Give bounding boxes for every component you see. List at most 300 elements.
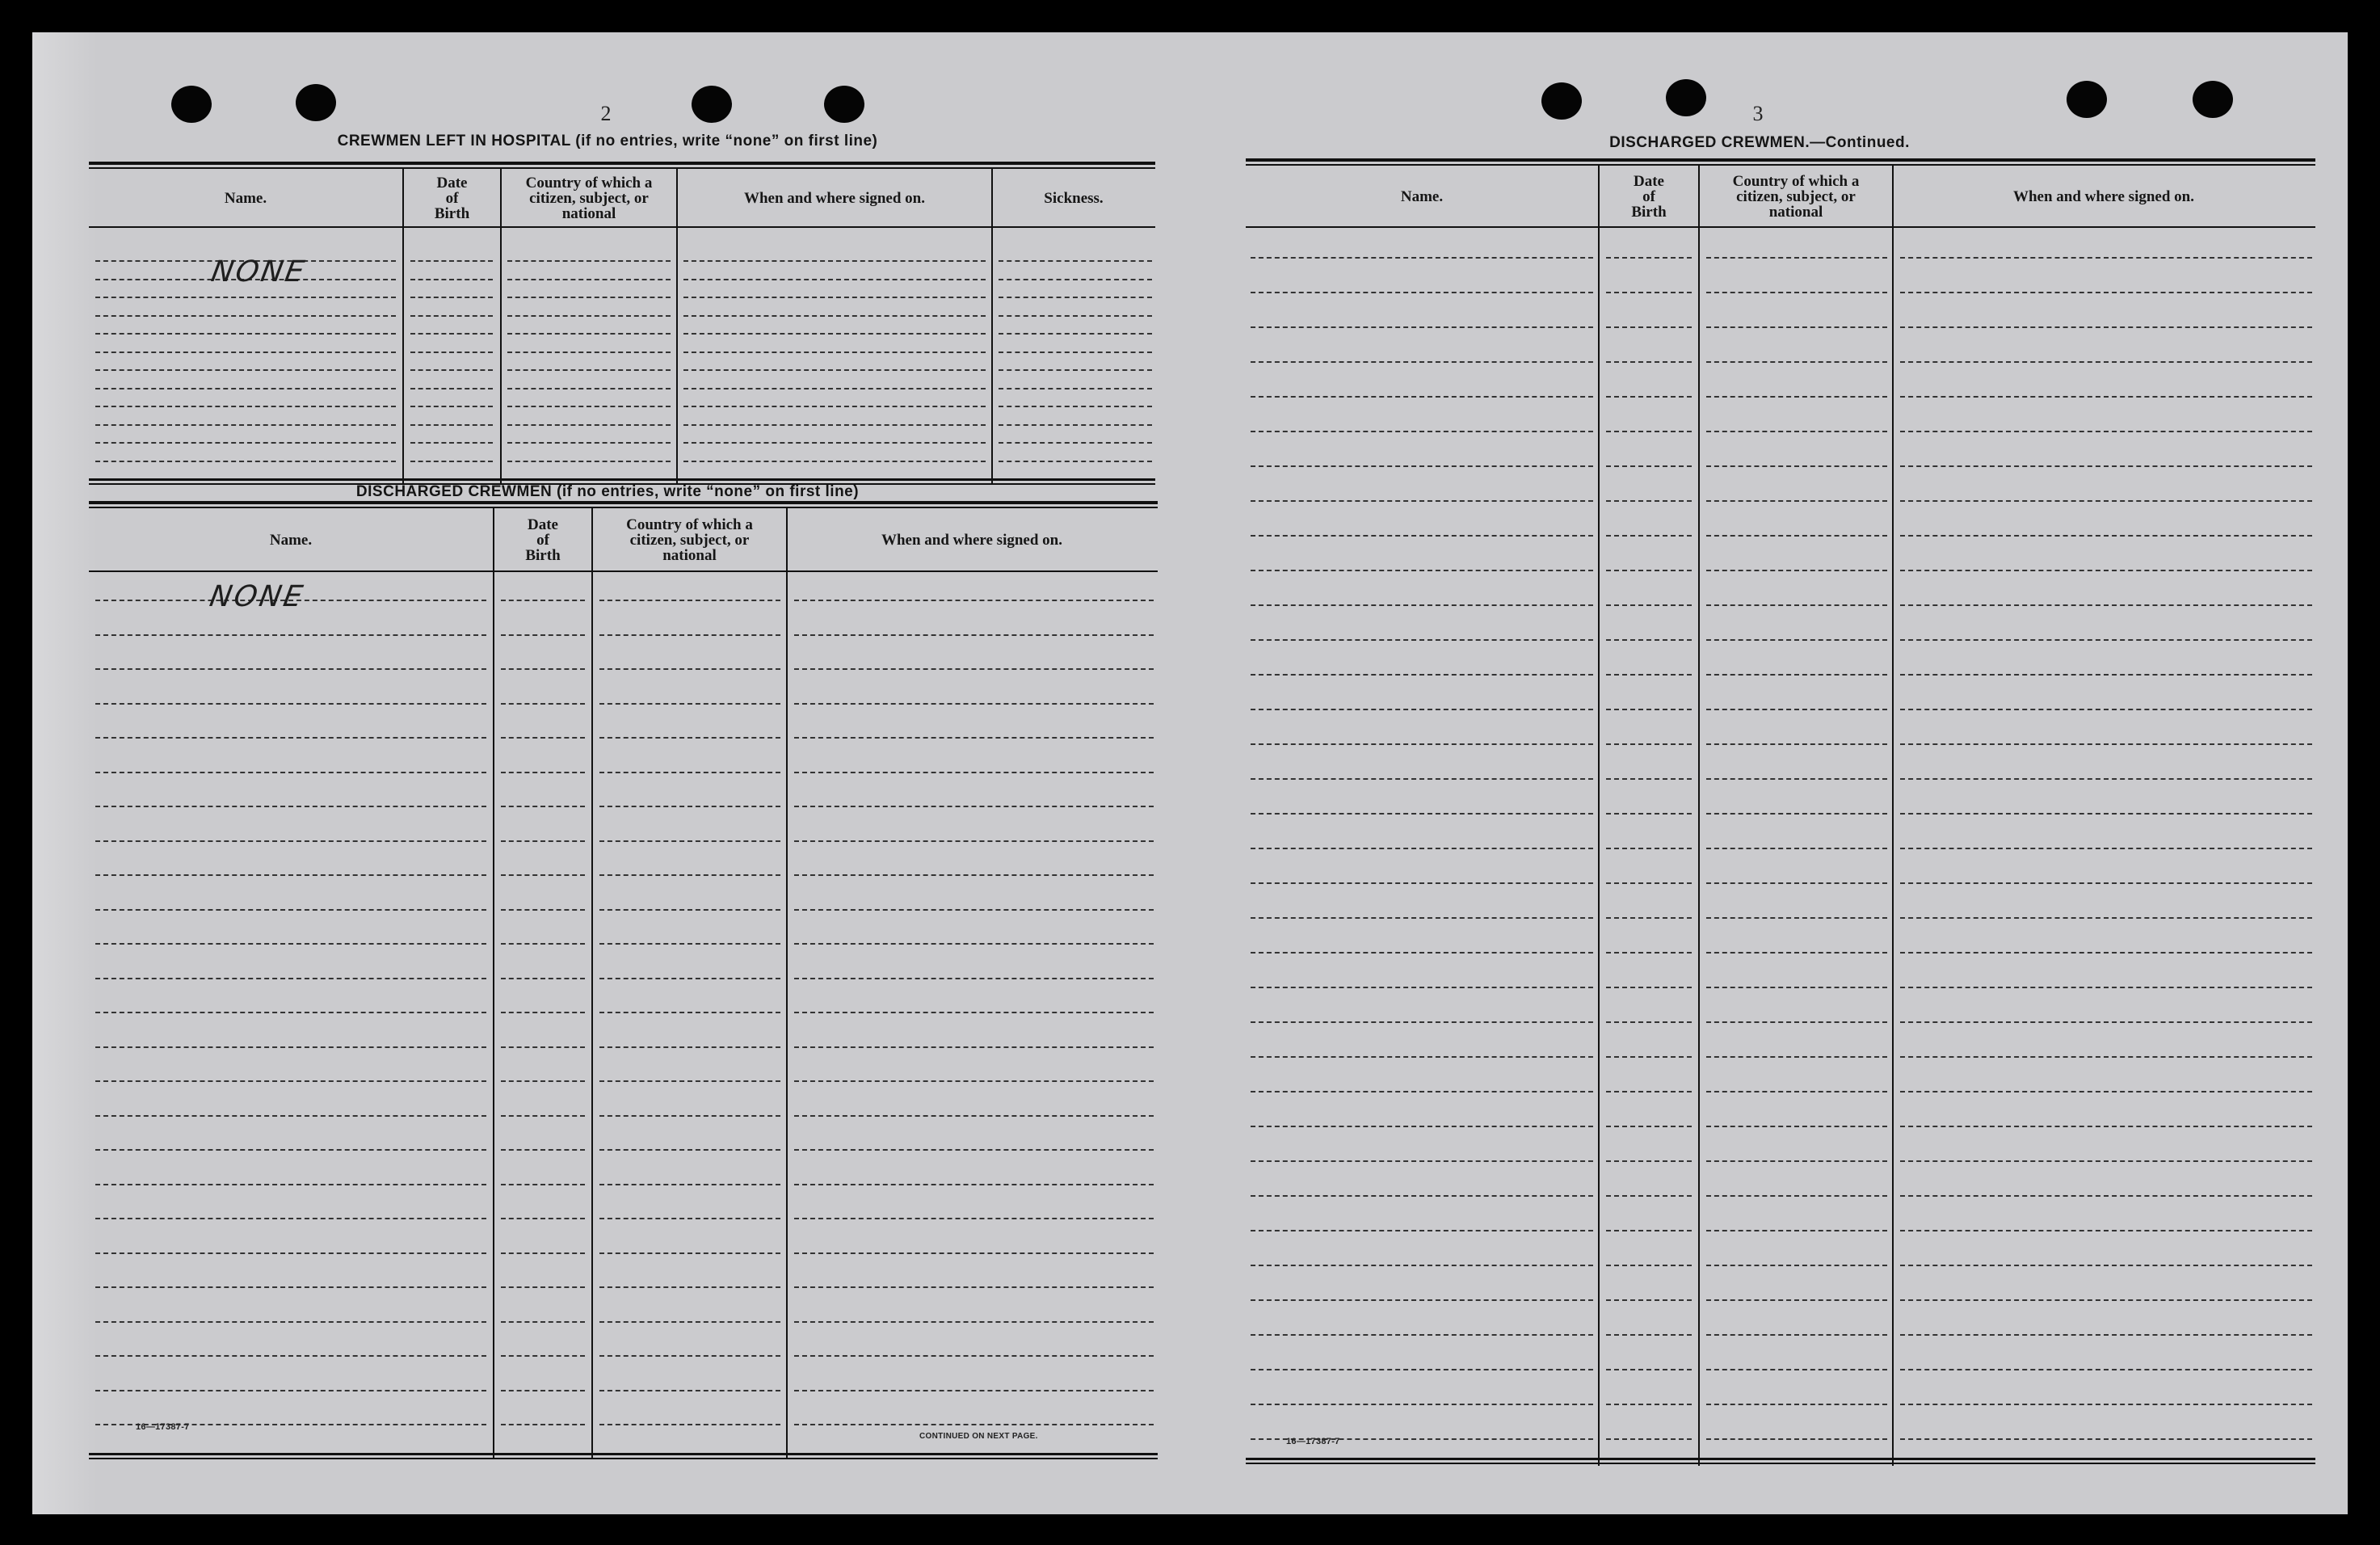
ruled-line (1706, 1230, 1887, 1231)
ruled-line (507, 388, 671, 389)
ruled-line (1251, 396, 1593, 398)
ruled-line (95, 1149, 486, 1151)
ruled-line (1706, 326, 1887, 328)
ruled-line (1251, 1195, 1593, 1197)
ruled-line (1251, 987, 1593, 988)
column-divider (1892, 166, 1894, 1466)
ruled-line (1251, 1265, 1593, 1266)
ruled-line (794, 668, 1154, 670)
ruled-line (999, 461, 1152, 462)
col-header-sickness: Sickness. (1044, 189, 1104, 207)
ruled-line (1706, 465, 1887, 467)
ruled-line (507, 333, 671, 335)
ruled-line (95, 1046, 486, 1048)
ruled-line (501, 634, 585, 636)
ruled-line (683, 315, 986, 317)
ruled-line (501, 1080, 585, 1082)
ruled-line (1251, 1369, 1593, 1370)
ruled-line (410, 424, 493, 426)
ruled-line (683, 297, 986, 298)
ruled-line (794, 600, 1154, 601)
punch-hole (171, 86, 212, 123)
ruled-line (507, 315, 671, 317)
ruled-line (95, 352, 396, 353)
ruled-line (1706, 604, 1887, 606)
ruled-line (501, 874, 585, 876)
ruled-line (999, 279, 1152, 280)
ruled-line (1251, 535, 1593, 537)
ruled-line (501, 806, 585, 807)
page-shading (32, 32, 97, 1514)
ruled-line (999, 369, 1152, 371)
ruled-line (1900, 1334, 2312, 1336)
ruled-line (95, 634, 486, 636)
ruled-line (410, 352, 493, 353)
ruled-line (599, 668, 780, 670)
ruled-line (1251, 1334, 1593, 1336)
ruled-line (599, 1184, 780, 1185)
col-header-country: Country of which a citizen, subject, or national (525, 174, 653, 222)
ruled-line (507, 442, 671, 444)
ruled-line (1606, 1299, 1692, 1301)
ruled-line (599, 1218, 780, 1219)
ruled-line (599, 840, 780, 842)
ruled-line (95, 1115, 486, 1117)
ruled-line (1606, 917, 1692, 919)
ruled-line (1900, 952, 2312, 954)
ruled-line (95, 1012, 486, 1013)
ruled-line (1900, 1021, 2312, 1023)
punch-hole (2067, 81, 2107, 118)
handwritten-none: NONE (207, 580, 308, 613)
ruled-line (794, 806, 1154, 807)
ruled-line (507, 406, 671, 407)
ruled-line (95, 703, 486, 705)
ruled-line (1251, 1126, 1593, 1127)
ruled-line (501, 840, 585, 842)
ruled-line (1706, 535, 1887, 537)
col-header-signed-on: When and where signed on. (743, 189, 925, 207)
ruled-line (1251, 952, 1593, 954)
ruled-line (599, 1321, 780, 1323)
ruled-line (599, 943, 780, 945)
ruled-line (1251, 1021, 1593, 1023)
ruled-line (501, 1046, 585, 1048)
ruled-line (1606, 674, 1692, 676)
ruled-line (1606, 987, 1692, 988)
ruled-line (794, 737, 1154, 739)
ruled-line (95, 388, 396, 389)
ruled-line (1251, 465, 1593, 467)
ruled-line (1251, 743, 1593, 745)
ruled-line (1900, 1056, 2312, 1058)
ruled-line (1706, 917, 1887, 919)
ruled-line (95, 909, 486, 911)
ruled-line (1900, 1299, 2312, 1301)
ruled-line (1251, 674, 1593, 676)
ruled-line (1900, 1091, 2312, 1092)
ruled-line (683, 333, 986, 335)
ruled-line (683, 279, 986, 280)
ruled-line (1606, 292, 1692, 293)
ruled-line (1606, 882, 1692, 884)
discharged-continued-table (1246, 158, 2315, 1466)
ruled-line (95, 406, 396, 407)
ruled-line (507, 260, 671, 262)
ruled-line (1706, 1334, 1887, 1336)
ruled-line (1900, 674, 2312, 676)
ruled-line (95, 1321, 486, 1323)
col-header-country: Country of which a citizen, subject, or national (626, 516, 753, 564)
ruled-line (1606, 1021, 1692, 1023)
ruled-line (1606, 1195, 1692, 1197)
ruled-line (95, 772, 486, 773)
ruled-line (501, 600, 585, 601)
ruled-line (599, 1424, 780, 1425)
ruled-line (1900, 1438, 2312, 1440)
ruled-line (599, 1286, 780, 1288)
column-divider (591, 508, 593, 1459)
ruled-line (1706, 1056, 1887, 1058)
ruled-line (1251, 431, 1593, 432)
ruled-line (410, 461, 493, 462)
col-header-date-of-birth: Date of Birth (525, 516, 561, 564)
ruled-line (1606, 500, 1692, 502)
ruled-line (794, 634, 1154, 636)
ruled-line (1706, 1126, 1887, 1127)
ruled-line (501, 1252, 585, 1254)
ruled-line (1900, 292, 2312, 293)
ruled-line (95, 668, 486, 670)
page-number-right: 3 (1752, 102, 1764, 125)
form-number-left: 16—17387-7 (136, 1422, 190, 1432)
ruled-line (794, 1149, 1154, 1151)
ruled-line (1900, 743, 2312, 745)
ruled-line (1251, 1056, 1593, 1058)
ruled-line (1606, 1230, 1692, 1231)
ruled-line (1606, 361, 1692, 363)
ruled-line (95, 424, 396, 426)
ruled-line (501, 1321, 585, 1323)
ruled-line (95, 1252, 486, 1254)
ruled-line (95, 874, 486, 876)
ruled-line (1606, 1438, 1692, 1440)
ruled-line (1706, 1021, 1887, 1023)
ruled-line (1251, 500, 1593, 502)
ruled-line (501, 737, 585, 739)
ruled-line (1706, 1404, 1887, 1405)
ruled-line (1706, 1265, 1887, 1266)
ruled-line (1706, 778, 1887, 780)
form-number-right: 16—17387-7 (1286, 1437, 1340, 1446)
ruled-line (1606, 535, 1692, 537)
ruled-line (95, 978, 486, 979)
ruled-line (95, 297, 396, 298)
header-rule (89, 570, 1158, 572)
hospital-section-title: CREWMEN LEFT IN HOSPITAL (if no entries, write “none” on first line) (337, 133, 878, 149)
ruled-line (1606, 570, 1692, 571)
punch-hole (1666, 79, 1706, 116)
ruled-line (794, 840, 1154, 842)
ruled-line (683, 406, 986, 407)
ruled-line (1706, 570, 1887, 571)
ruled-line (410, 260, 493, 262)
ruled-line (507, 461, 671, 462)
ruled-line (1900, 431, 2312, 432)
ruled-line (95, 806, 486, 807)
ruled-line (1900, 639, 2312, 641)
ruled-line (1900, 1230, 2312, 1231)
column-divider (1698, 166, 1700, 1466)
ruled-line (1606, 431, 1692, 432)
ruled-line (599, 806, 780, 807)
ruled-line (507, 369, 671, 371)
ruled-line (1251, 1160, 1593, 1162)
col-header-date-of-birth: Date of Birth (434, 174, 470, 222)
ruled-line (794, 1252, 1154, 1254)
ruled-line (599, 600, 780, 601)
ruled-line (1606, 465, 1692, 467)
ruled-line (507, 279, 671, 280)
ruled-line (794, 1321, 1154, 1323)
ruled-line (599, 1149, 780, 1151)
top-rule (89, 162, 1155, 169)
ruled-line (1900, 1369, 2312, 1370)
ruled-line (1706, 396, 1887, 398)
punch-hole (824, 86, 864, 123)
ruled-line (1606, 1334, 1692, 1336)
ruled-line (1900, 604, 2312, 606)
punch-hole (2193, 81, 2233, 118)
ruled-line (1900, 570, 2312, 571)
ruled-line (410, 388, 493, 389)
col-header-signed-on: When and where signed on. (881, 531, 1062, 549)
ruled-line (599, 634, 780, 636)
ruled-line (1251, 604, 1593, 606)
ruled-line (599, 874, 780, 876)
ruled-line (1900, 535, 2312, 537)
ruled-line (1900, 500, 2312, 502)
ruled-line (410, 297, 493, 298)
ruled-line (1900, 257, 2312, 259)
ruled-line (1606, 326, 1692, 328)
ruled-line (1606, 1404, 1692, 1405)
ruled-line (1900, 882, 2312, 884)
ruled-line (501, 1115, 585, 1117)
ruled-line (794, 943, 1154, 945)
ruled-line (794, 1184, 1154, 1185)
col-header-date-of-birth: Date of Birth (1631, 172, 1667, 221)
ruled-line (1900, 396, 2312, 398)
ruled-line (501, 1184, 585, 1185)
continued-note: CONTINUED ON NEXT PAGE. (919, 1432, 1038, 1441)
ruled-line (1606, 1160, 1692, 1162)
ruled-line (999, 424, 1152, 426)
ruled-line (794, 1424, 1154, 1425)
ruled-line (1706, 1369, 1887, 1370)
ruled-line (507, 297, 671, 298)
top-rule (1246, 158, 2315, 166)
ruled-line (1900, 848, 2312, 849)
ruled-line (1606, 778, 1692, 780)
ruled-line (599, 909, 780, 911)
ruled-line (794, 772, 1154, 773)
ruled-line (1606, 639, 1692, 641)
ruled-line (999, 315, 1152, 317)
ruled-line (1251, 813, 1593, 815)
ruled-line (999, 352, 1152, 353)
ruled-line (507, 424, 671, 426)
ruled-line (794, 909, 1154, 911)
ruled-line (1900, 1195, 2312, 1197)
ruled-line (683, 369, 986, 371)
ruled-line (1251, 570, 1593, 571)
ruled-line (501, 668, 585, 670)
punch-hole (296, 84, 336, 121)
ruled-line (1251, 1091, 1593, 1092)
ruled-line (1606, 1056, 1692, 1058)
discharged-table (89, 501, 1158, 1459)
ruled-line (599, 1080, 780, 1082)
ruled-line (95, 1218, 486, 1219)
ruled-line (1706, 987, 1887, 988)
ruled-line (794, 874, 1154, 876)
ruled-line (794, 1012, 1154, 1013)
ruled-line (1251, 1299, 1593, 1301)
header-rule (1246, 226, 2315, 228)
ruled-line (1900, 465, 2312, 467)
ruled-line (1251, 848, 1593, 849)
ruled-line (501, 703, 585, 705)
ruled-line (683, 424, 986, 426)
ruled-line (1706, 1438, 1887, 1440)
ruled-line (599, 1355, 780, 1357)
ruled-line (501, 1012, 585, 1013)
ruled-line (794, 703, 1154, 705)
form-sheet (32, 32, 2348, 1514)
ruled-line (999, 333, 1152, 335)
ruled-line (507, 352, 671, 353)
ruled-line (794, 1355, 1154, 1357)
ruled-line (1606, 848, 1692, 849)
ruled-line (999, 406, 1152, 407)
handwritten-none: NONE (208, 255, 309, 288)
col-header-name: Name. (1400, 187, 1444, 205)
ruled-line (1251, 361, 1593, 363)
ruled-line (95, 840, 486, 842)
ruled-line (1251, 292, 1593, 293)
ruled-line (501, 1218, 585, 1219)
ruled-line (794, 1286, 1154, 1288)
ruled-line (1606, 257, 1692, 259)
ruled-line (1900, 1126, 2312, 1127)
ruled-line (410, 369, 493, 371)
ruled-line (1706, 882, 1887, 884)
ruled-line (794, 1218, 1154, 1219)
ruled-line (1706, 709, 1887, 710)
ruled-line (410, 442, 493, 444)
ruled-line (1706, 639, 1887, 641)
ruled-line (1900, 1265, 2312, 1266)
ruled-line (1706, 848, 1887, 849)
column-divider (493, 508, 494, 1459)
ruled-line (999, 297, 1152, 298)
ruled-line (1606, 604, 1692, 606)
ruled-line (410, 406, 493, 407)
ruled-line (683, 352, 986, 353)
column-divider (786, 508, 788, 1459)
ruled-line (999, 260, 1152, 262)
ruled-line (410, 315, 493, 317)
ruled-line (683, 260, 986, 262)
ruled-line (501, 909, 585, 911)
ruled-line (95, 1286, 486, 1288)
ruled-line (410, 333, 493, 335)
hospital-table (89, 162, 1155, 485)
ruled-line (599, 703, 780, 705)
ruled-line (501, 978, 585, 979)
ruled-line (501, 1149, 585, 1151)
ruled-line (599, 772, 780, 773)
ruled-line (599, 1252, 780, 1254)
ruled-line (1251, 917, 1593, 919)
ruled-line (1706, 743, 1887, 745)
ruled-line (1251, 326, 1593, 328)
ruled-line (794, 978, 1154, 979)
ruled-line (1251, 1404, 1593, 1405)
ruled-line (1606, 813, 1692, 815)
ruled-line (999, 442, 1152, 444)
ruled-line (794, 1115, 1154, 1117)
ruled-line (95, 1355, 486, 1357)
ruled-line (1606, 1126, 1692, 1127)
ruled-line (1251, 709, 1593, 710)
ruled-line (599, 1046, 780, 1048)
col-header-country: Country of which a citizen, subject, or national (1732, 172, 1860, 221)
ruled-line (1251, 257, 1593, 259)
ruled-line (1606, 743, 1692, 745)
ruled-line (1706, 1299, 1887, 1301)
header-rule (89, 226, 1155, 228)
col-header-signed-on: When and where signed on. (2012, 187, 2194, 205)
ruled-line (599, 1390, 780, 1391)
ruled-line (1251, 639, 1593, 641)
ruled-line (95, 1184, 486, 1185)
ruled-line (1606, 396, 1692, 398)
ruled-line (1606, 952, 1692, 954)
ruled-line (1706, 952, 1887, 954)
discharged-continued-title: DISCHARGED CREWMEN.—Continued. (1609, 134, 1910, 151)
ruled-line (1900, 813, 2312, 815)
ruled-line (95, 461, 396, 462)
col-header-name: Name. (269, 531, 313, 549)
ruled-line (95, 442, 396, 444)
ruled-line (95, 369, 396, 371)
ruled-line (794, 1390, 1154, 1391)
col-header-name: Name. (224, 189, 267, 207)
ruled-line (1900, 1404, 2312, 1405)
ruled-line (1251, 778, 1593, 780)
ruled-line (501, 943, 585, 945)
ruled-line (501, 772, 585, 773)
ruled-line (1900, 361, 2312, 363)
ruled-line (1706, 1195, 1887, 1197)
ruled-line (95, 1080, 486, 1082)
ruled-line (501, 1390, 585, 1391)
ruled-line (683, 388, 986, 389)
ruled-line (501, 1286, 585, 1288)
ruled-line (683, 461, 986, 462)
